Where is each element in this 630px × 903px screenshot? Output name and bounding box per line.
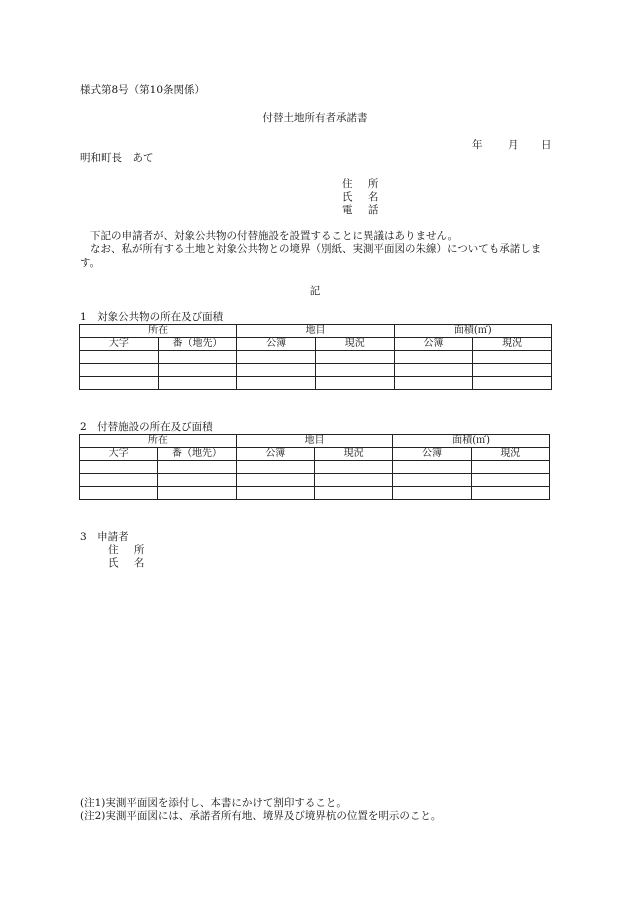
table-cell	[158, 461, 236, 474]
table-row	[80, 377, 552, 390]
header-lot-number: 番（地先）	[158, 448, 236, 461]
section1-table	[79, 324, 552, 390]
ki-label: 記	[309, 285, 321, 297]
date-year: 年	[472, 139, 483, 151]
page-title: 付替土地所有者承諾書	[262, 112, 368, 124]
table-cell	[393, 487, 471, 500]
table-sub-header-row	[80, 338, 552, 351]
applicant-address: 住 所	[108, 544, 151, 556]
table-cell	[393, 461, 471, 474]
table-cell	[236, 474, 314, 487]
section2-title: 2 付替施設の所在及び面積	[80, 421, 213, 433]
table-cell	[394, 377, 473, 390]
header-land-category: 地目	[237, 325, 394, 338]
section3-title: 3 申請者	[80, 531, 129, 543]
header-location: 所在	[80, 435, 237, 448]
table-row	[80, 487, 550, 500]
table-cell	[315, 364, 394, 377]
table-cell	[394, 364, 473, 377]
table-cell	[158, 474, 236, 487]
table-cell	[314, 474, 392, 487]
header-register: 公簿	[393, 448, 471, 461]
table-cell	[158, 487, 236, 500]
table-cell	[473, 351, 552, 364]
header-area: 面積(㎡)	[393, 435, 550, 448]
header-register: 公簿	[394, 338, 473, 351]
header-oaza: 大字	[80, 448, 158, 461]
header-lot-number: 番（地先）	[158, 338, 237, 351]
applicant-name: 氏 名	[108, 557, 151, 569]
header-oaza: 大字	[80, 338, 159, 351]
table-cell	[237, 364, 316, 377]
date-day: 日	[541, 139, 552, 151]
table-cell	[393, 474, 471, 487]
header-register: 公簿	[237, 338, 316, 351]
table-cell	[80, 377, 159, 390]
note-2: (注2)実測平面図には、承諾者所有地、境界及び境界杭の位置を明示のこと。	[80, 810, 442, 822]
form-number: 様式第8号（第10条関係）	[80, 84, 206, 96]
table-cell	[236, 487, 314, 500]
header-current: 現況	[314, 448, 392, 461]
header-land-category: 地目	[236, 435, 393, 448]
table-cell	[80, 351, 159, 364]
table-cell	[471, 461, 549, 474]
table-group-header-row	[80, 325, 552, 338]
header-area: 面積(㎡)	[394, 325, 551, 338]
applicant-phone-label: 電 話	[342, 204, 385, 216]
table-cell	[314, 461, 392, 474]
table-cell	[315, 377, 394, 390]
table-row	[80, 351, 552, 364]
statement-line-1: 下記の申請者が、対象公共物の付替施設を設置することに異議はありません。	[90, 230, 459, 242]
section2-table	[79, 434, 550, 500]
table-cell	[471, 474, 549, 487]
table-cell	[80, 474, 158, 487]
header-register: 公簿	[236, 448, 314, 461]
table-cell	[80, 364, 159, 377]
table-cell	[237, 351, 316, 364]
table-cell	[80, 487, 158, 500]
table-row	[80, 474, 550, 487]
table-sub-header-row	[80, 448, 550, 461]
table-cell	[394, 351, 473, 364]
header-current: 現況	[471, 448, 549, 461]
table-cell	[473, 377, 552, 390]
header-location: 所在	[80, 325, 237, 338]
applicant-name-label: 氏 名	[342, 191, 385, 203]
addressee: 明和町長 あて	[80, 152, 154, 164]
table-cell	[80, 461, 158, 474]
table-cell	[158, 351, 237, 364]
table-cell	[473, 364, 552, 377]
applicant-address-label: 住 所	[342, 178, 385, 190]
header-current: 現況	[473, 338, 552, 351]
table-cell	[471, 487, 549, 500]
table-cell	[315, 351, 394, 364]
section1-title: 1 対象公共物の所在及び面積	[80, 311, 224, 323]
table-row	[80, 461, 550, 474]
header-current: 現況	[315, 338, 394, 351]
table-cell	[236, 461, 314, 474]
statement-line-2: なお、私が所有する土地と対象公共物との境界（別紙、実測平面図の朱線）についても承諾します。	[80, 243, 542, 269]
table-cell	[237, 377, 316, 390]
table-cell	[158, 377, 237, 390]
table-cell	[158, 364, 237, 377]
note-1: (注1)実測平面図を添付し、本書にかけて割印すること。	[80, 797, 347, 809]
table-cell	[314, 487, 392, 500]
table-group-header-row	[80, 435, 550, 448]
table-row	[80, 364, 552, 377]
date-month: 月	[508, 139, 519, 151]
